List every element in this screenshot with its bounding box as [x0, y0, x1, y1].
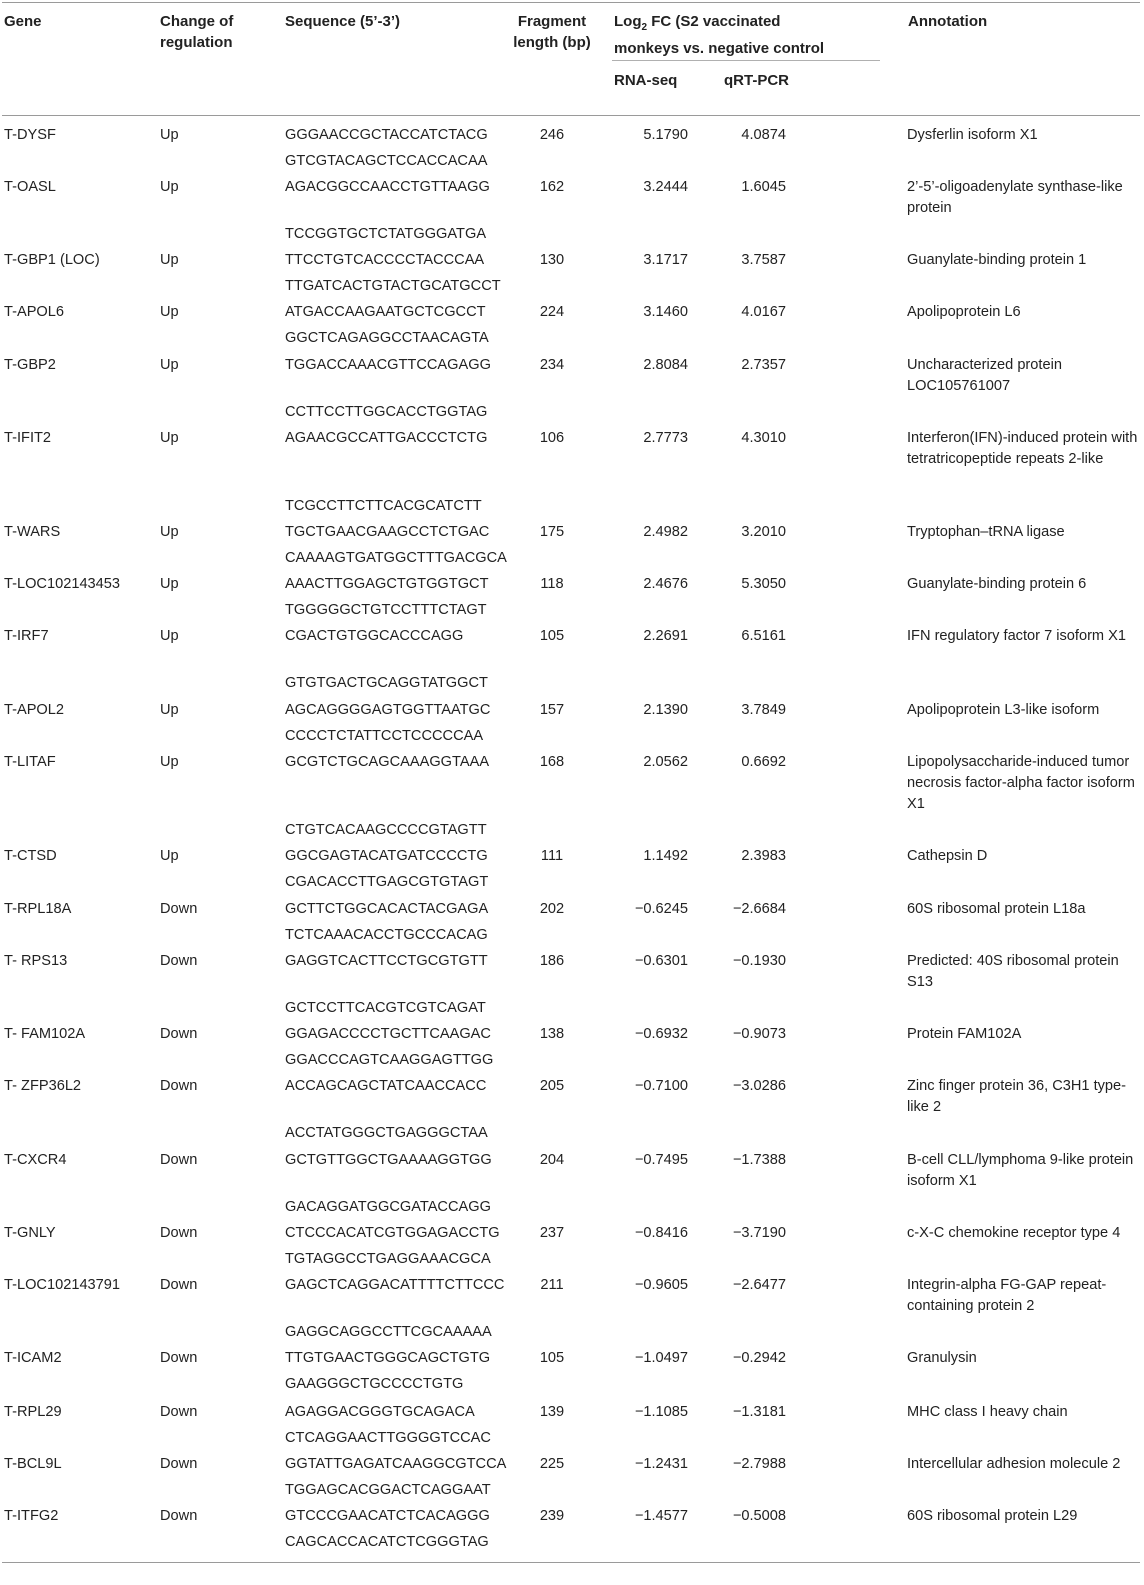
sequence-forward-cell: GCTGTTGGCTGAAAAGGTGG: [285, 1152, 492, 1168]
header-fragment-line1: Fragment: [517, 13, 587, 30]
gene-cell: T-LOC102143791: [4, 1277, 121, 1293]
regulation-cell: Down: [160, 953, 198, 969]
qrtpcr-fc-cell: −0.5008: [732, 1508, 786, 1524]
sequence-forward-cell: GAGGTCACTTCCTGCGTGTT: [285, 953, 488, 969]
gene-cell: T-APOL6: [4, 304, 65, 320]
sequence-forward-cell: ATGACCAAGAATGCTCGCCT: [285, 304, 486, 320]
header-fragment-length: [505, 11, 599, 53]
sequence-reverse-cell: CTCAGGAACTTGGGGTCCAC: [285, 1430, 491, 1446]
sequence-reverse-cell: CAGCACCACATCTCGGGTAG: [285, 1534, 489, 1550]
gene-cell: T-RPL29: [4, 1404, 62, 1420]
annotation-cell: c-X-C chemokine receptor type 4: [907, 1225, 1121, 1241]
gene-cell: T-LOC102143453: [4, 576, 121, 592]
qrtpcr-fc-cell: 0.6692: [741, 754, 786, 770]
sequence-forward-cell: AGAACGCCATTGACCCTCTG: [285, 430, 488, 446]
rnaseq-fc-cell: 3.1717: [643, 252, 688, 268]
rnaseq-fc-cell: −0.6245: [634, 901, 688, 917]
qrtpcr-fc-cell: 2.7357: [741, 357, 786, 373]
sequence-forward-cell: ACCAGCAGCTATCAACCACC: [285, 1078, 487, 1094]
annotation-cell: Protein FAM102A: [907, 1026, 1022, 1042]
gene-cell: T-LITAF: [4, 754, 56, 770]
sequence-forward-cell: TTGTGAACTGGGCAGCTGTG: [285, 1350, 491, 1366]
header-log2-line2: monkeys vs. negative control: [614, 40, 825, 57]
sequence-reverse-cell: ACCTATGGGCTGAGGGCTAA: [285, 1125, 488, 1141]
rnaseq-fc-cell: −0.9605: [634, 1277, 688, 1293]
sequence-reverse-cell: GGCTCAGAGGCCTAACAGTA: [285, 330, 489, 346]
qrtpcr-fc-cell: −2.6477: [732, 1277, 786, 1293]
qrtpcr-fc-cell: 3.7587: [741, 252, 786, 268]
fragment-length-cell: 239: [539, 1508, 565, 1524]
sequence-forward-cell: GGTATTGAGATCAAGGCGTCCA: [285, 1456, 507, 1472]
log2-subheader-rule: [612, 60, 880, 61]
regulation-cell: Up: [160, 754, 179, 770]
qrtpcr-fc-cell: −0.9073: [732, 1026, 786, 1042]
header-change-line2: regulation: [160, 34, 233, 51]
sequence-forward-cell: GAGCTCAGGACATTTTCTTCCC: [285, 1277, 505, 1293]
annotation-cell: 60S ribosomal protein L29: [907, 1508, 1078, 1524]
fragment-length-cell: 175: [539, 524, 565, 540]
fragment-length-cell: 118: [540, 576, 564, 592]
qrtpcr-fc-cell: 2.3983: [741, 848, 786, 864]
rnaseq-fc-cell: −1.4577: [634, 1508, 688, 1524]
annotation-cell: Zinc finger protein 36, C3H1 type-like 2: [907, 1078, 1127, 1115]
fragment-length-cell: 138: [539, 1026, 565, 1042]
rnaseq-fc-cell: −0.7100: [634, 1078, 688, 1094]
annotation-cell: IFN regulatory factor 7 isoform X1: [907, 628, 1126, 644]
qrtpcr-fc-cell: 1.6045: [741, 179, 786, 195]
fragment-length-cell: 106: [539, 430, 565, 446]
sequence-forward-cell: TGGACCAAACGTTCCAGAGG: [285, 357, 491, 373]
fragment-length-cell: 246: [539, 127, 565, 143]
sequence-reverse-cell: GAGGCAGGCCTTCGCAAAAA: [285, 1324, 492, 1340]
rnaseq-fc-cell: 2.4676: [643, 576, 688, 592]
regulation-cell: Down: [160, 1456, 198, 1472]
regulation-cell: Down: [160, 1152, 198, 1168]
fragment-length-cell: 168: [539, 754, 565, 770]
fragment-length-cell: 205: [539, 1078, 565, 1094]
sequence-reverse-cell: TGGAGCACGGACTCAGGAAT: [285, 1482, 491, 1498]
rnaseq-fc-cell: 2.2691: [643, 628, 688, 644]
qrtpcr-fc-cell: −0.1930: [732, 953, 786, 969]
annotation-cell: Cathepsin D: [907, 848, 988, 864]
sequence-reverse-cell: TGTAGGCCTGAGGAAACGCA: [285, 1251, 491, 1267]
gene-cell: T-BCL9L: [4, 1456, 62, 1472]
qrtpcr-fc-cell: −1.7388: [732, 1152, 786, 1168]
regulation-cell: Down: [160, 901, 198, 917]
fragment-length-cell: 234: [539, 357, 565, 373]
sequence-forward-cell: AAACTTGGAGCTGTGGTGCT: [285, 576, 489, 592]
regulation-cell: Up: [160, 430, 179, 446]
rnaseq-fc-cell: 2.4982: [643, 524, 688, 540]
rnaseq-fc-cell: 5.1790: [643, 127, 688, 143]
qrtpcr-fc-cell: −0.2942: [732, 1350, 786, 1366]
qrtpcr-fc-cell: 4.0874: [741, 127, 786, 143]
annotation-cell: Lipopolysaccharide-induced tumor necrosis factor-alpha factor isoform X1: [907, 754, 1135, 812]
fragment-length-cell: 111: [540, 848, 564, 864]
sequence-reverse-cell: GGACCCAGTCAAGGAGTTGG: [285, 1052, 494, 1068]
qrtpcr-fc-cell: −1.3181: [732, 1404, 786, 1420]
annotation-cell: MHC class I heavy chain: [907, 1404, 1068, 1420]
sequence-reverse-cell: TGGGGGCTGTCCTTTCTAGT: [285, 602, 487, 618]
regulation-cell: Down: [160, 1026, 198, 1042]
gene-cell: T-ICAM2: [4, 1350, 62, 1366]
rnaseq-fc-cell: −1.0497: [634, 1350, 688, 1366]
header-change-line1: Change of: [160, 13, 234, 30]
gene-cell: T-RPL18A: [4, 901, 72, 917]
sequence-reverse-cell: GCTCCTTCACGTCGTCAGAT: [285, 1000, 486, 1016]
qrtpcr-fc-cell: 3.7849: [741, 702, 786, 718]
sequence-forward-cell: CGACTGTGGCACCCAGG: [285, 628, 464, 644]
header-log2-rest: FC (S2 vaccinated: [647, 13, 781, 30]
rnaseq-fc-cell: −0.7495: [634, 1152, 688, 1168]
regulation-cell: Up: [160, 357, 179, 373]
sequence-reverse-cell: TCTCAAACACCTGCCCACAG: [285, 927, 488, 943]
annotation-cell: 2’-5’-oligoadenylate synthase-like protein: [907, 179, 1123, 216]
regulation-cell: Up: [160, 576, 179, 592]
qrtpcr-fc-cell: 4.0167: [741, 304, 786, 320]
header-log2-subscript: 2: [641, 22, 648, 33]
header-log2-prefix: Log: [614, 13, 642, 30]
fragment-length-cell: 186: [539, 953, 565, 969]
annotation-cell: Guanylate-binding protein 6: [907, 576, 1087, 592]
rnaseq-fc-cell: −0.6932: [634, 1026, 688, 1042]
gene-cell: T-GBP1 (LOC): [4, 252, 100, 268]
gene-cell: T-GNLY: [4, 1225, 56, 1241]
table-top-rule: [2, 2, 1140, 3]
sequence-reverse-cell: TCCGGTGCTCTATGGGATGA: [285, 226, 487, 242]
regulation-cell: Up: [160, 304, 179, 320]
fragment-length-cell: 105: [539, 1350, 565, 1366]
fragment-length-cell: 237: [539, 1225, 565, 1241]
gene-cell: T-APOL2: [4, 702, 65, 718]
annotation-cell: Guanylate-binding protein 1: [907, 252, 1087, 268]
gene-cell: T-IRF7: [4, 628, 49, 644]
annotation-cell: Tryptophan–tRNA ligase: [907, 524, 1065, 540]
qrtpcr-fc-cell: 6.5161: [741, 628, 786, 644]
regulation-cell: Down: [160, 1350, 198, 1366]
sequence-forward-cell: GGAGACCCCTGCTTCAAGAC: [285, 1026, 491, 1042]
fragment-length-cell: 105: [539, 628, 565, 644]
gene-cell: T- ZFP36L2: [4, 1078, 82, 1094]
regulation-cell: Up: [160, 252, 179, 268]
sequence-forward-cell: GGGAACCGCTACCATCTACG: [285, 127, 488, 143]
gene-cell: T-CTSD: [4, 848, 57, 864]
header-fragment-line2: length (bp): [513, 34, 591, 51]
sequence-forward-cell: GTCCCGAACATCTCACAGGG: [285, 1508, 490, 1524]
fragment-length-cell: 204: [539, 1152, 565, 1168]
rnaseq-fc-cell: −1.1085: [634, 1404, 688, 1420]
sequence-reverse-cell: GAAGGGCTGCCCCTGTG: [285, 1376, 464, 1392]
sequence-reverse-cell: CAAAAGTGATGGCTTTGACGCA: [285, 550, 507, 566]
sequence-forward-cell: TGCTGAACGAAGCCTCTGAC: [285, 524, 490, 540]
header-log2-fc: [614, 11, 824, 59]
header-rnaseq: RNA-seq: [614, 72, 678, 89]
rnaseq-fc-cell: −0.8416: [634, 1225, 688, 1241]
rnaseq-fc-cell: 3.2444: [643, 179, 688, 195]
sequence-reverse-cell: CTGTCACAAGCCCCGTAGTT: [285, 822, 487, 838]
sequence-forward-cell: AGACGGCCAACCTGTTAAGG: [285, 179, 490, 195]
regulation-cell: Down: [160, 1277, 198, 1293]
rnaseq-fc-cell: −1.2431: [634, 1456, 688, 1472]
sequence-reverse-cell: GACAGGATGGCGATACCAGG: [285, 1199, 491, 1215]
sequence-reverse-cell: GTGTGACTGCAGGTATGGCT: [285, 675, 488, 691]
qrtpcr-fc-cell: −3.7190: [732, 1225, 786, 1241]
fragment-length-cell: 130: [539, 252, 565, 268]
sequence-forward-cell: CTCCCACATCGTGGAGACCTG: [285, 1225, 500, 1241]
qrtpcr-fc-cell: −2.6684: [732, 901, 786, 917]
gene-cell: T-IFIT2: [4, 430, 52, 446]
annotation-cell: Predicted: 40S ribosomal protein S13: [907, 953, 1119, 990]
header-log2-line1: [614, 11, 824, 38]
regulation-cell: Up: [160, 848, 179, 864]
annotation-cell: Interferon(IFN)-induced protein with tetratricopeptide repeats 2-like: [907, 430, 1138, 467]
rnaseq-fc-cell: 2.0562: [643, 754, 688, 770]
gene-cell: T-ITFG2: [4, 1508, 59, 1524]
sequence-forward-cell: AGAGGACGGGTGCAGACA: [285, 1404, 475, 1420]
rnaseq-fc-cell: 2.1390: [643, 702, 688, 718]
annotation-cell: Uncharacterized protein LOC105761007: [907, 357, 1062, 394]
rnaseq-fc-cell: 2.8084: [643, 357, 688, 373]
regulation-cell: Down: [160, 1078, 198, 1094]
sequence-reverse-cell: CCCCTCTATTCCTCCCCCAA: [285, 728, 484, 744]
header-sequence: Sequence (5’-3’): [285, 13, 401, 30]
annotation-cell: Apolipoprotein L6: [907, 304, 1021, 320]
annotation-cell: Granulysin: [907, 1350, 977, 1366]
fragment-length-cell: 202: [539, 901, 565, 917]
qrtpcr-fc-cell: −3.0286: [732, 1078, 786, 1094]
fragment-length-cell: 211: [540, 1277, 564, 1293]
fragment-length-cell: 225: [539, 1456, 565, 1472]
sequence-reverse-cell: CGACACCTTGAGCGTGTAGT: [285, 874, 489, 890]
gene-cell: T-WARS: [4, 524, 61, 540]
rnaseq-fc-cell: 2.7773: [643, 430, 688, 446]
rnaseq-fc-cell: 3.1460: [643, 304, 688, 320]
annotation-cell: Integrin-alpha FG-GAP repeat-containing protein 2: [907, 1277, 1107, 1314]
sequence-forward-cell: AGCAGGGGAGTGGTTAATGC: [285, 702, 491, 718]
regulation-cell: Down: [160, 1225, 198, 1241]
sequence-forward-cell: GCTTCTGGCACACTACGAGA: [285, 901, 489, 917]
fragment-length-cell: 224: [539, 304, 565, 320]
sequence-reverse-cell: TCGCCTTCTTCACGCATCTT: [285, 498, 482, 514]
rnaseq-fc-cell: −0.6301: [634, 953, 688, 969]
table-bottom-rule: [2, 1562, 1140, 1563]
header-annotation: Annotation: [908, 13, 988, 30]
regulation-cell: Up: [160, 179, 179, 195]
regulation-cell: Up: [160, 628, 179, 644]
sequence-reverse-cell: TTGATCACTGTACTGCATGCCT: [285, 278, 501, 294]
gene-cell: T-OASL: [4, 179, 56, 195]
annotation-cell: Apolipoprotein L3-like isoform: [907, 702, 1100, 718]
qrtpcr-fc-cell: 3.2010: [741, 524, 786, 540]
header-gene: Gene: [4, 13, 42, 30]
sequence-forward-cell: GCGTCTGCAGCAAAGGTAAA: [285, 754, 490, 770]
regulation-cell: Up: [160, 702, 179, 718]
fragment-length-cell: 157: [539, 702, 565, 718]
header-qrtpcr: qRT-PCR: [724, 72, 789, 89]
fragment-length-cell: 162: [539, 179, 565, 195]
regulation-cell: Up: [160, 127, 179, 143]
annotation-cell: Intercellular adhesion molecule 2: [907, 1456, 1121, 1472]
regulation-cell: Up: [160, 524, 179, 540]
annotation-cell: Dysferlin isoform X1: [907, 127, 1038, 143]
fragment-length-cell: 139: [539, 1404, 565, 1420]
sequence-reverse-cell: GTCGTACAGCTCCACCACAA: [285, 153, 488, 169]
table-header-rule: [2, 115, 1140, 116]
sequence-reverse-cell: CCTTCCTTGGCACCTGGTAG: [285, 404, 488, 420]
gene-cell: T-GBP2: [4, 357, 56, 373]
regulation-cell: Down: [160, 1508, 198, 1524]
annotation-cell: 60S ribosomal protein L18a: [907, 901, 1086, 917]
annotation-cell: B-cell CLL/lymphoma 9-like protein isoform X1: [907, 1152, 1134, 1189]
sequence-forward-cell: TTCCTGTCACCCCTACCCAA: [285, 252, 485, 268]
qrtpcr-fc-cell: 5.3050: [741, 576, 786, 592]
regulation-cell: Down: [160, 1404, 198, 1420]
gene-cell: T-CXCR4: [4, 1152, 67, 1168]
header-change-of-regulation: [160, 11, 233, 53]
rnaseq-fc-cell: 1.1492: [643, 848, 688, 864]
qrtpcr-fc-cell: 4.3010: [741, 430, 786, 446]
gene-cell: T-DYSF: [4, 127, 56, 143]
qrtpcr-fc-cell: −2.7988: [732, 1456, 786, 1472]
gene-cell: T- FAM102A: [4, 1026, 86, 1042]
sequence-forward-cell: GGCGAGTACATGATCCCCTG: [285, 848, 488, 864]
gene-cell: T- RPS13: [4, 953, 68, 969]
